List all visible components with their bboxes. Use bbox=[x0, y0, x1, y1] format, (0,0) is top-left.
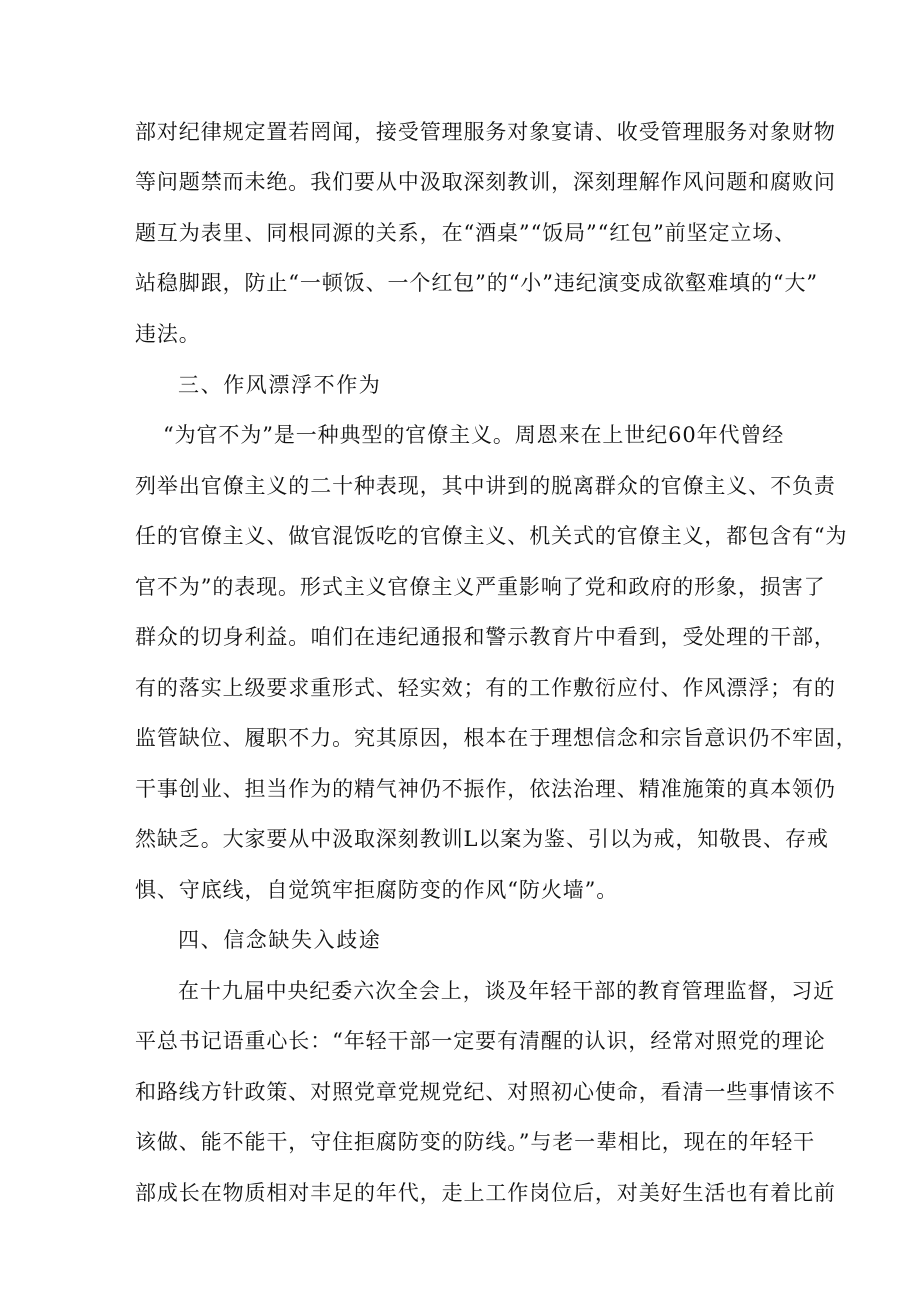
paragraph-line: 监管缺位、履职不力。究其原因，根本在于理想信念和宗旨意识仍不牢固， bbox=[135, 726, 858, 750]
paragraph-line: 和路线方针政策、对照党章党规党纪、对照初心使命，看清一些事情该不 bbox=[135, 1080, 836, 1104]
paragraph-line: 部成长在物质相对丰足的年代，走上工作岗位后，对美好生活也有着比前 bbox=[135, 1181, 836, 1205]
paragraph-line: 站稳脚跟，防止“一顿饭、一个红包”的“小”违纪演变成欲壑难填的“大” bbox=[135, 271, 819, 295]
paragraph-line: 题互为表里、同根同源的关系，在“酒桌”“饭局”“红包”前坚定立场、 bbox=[135, 221, 797, 245]
paragraph-line: 列举出官僚主义的二十种表现，其中讲到的脱离群众的官僚主义、不负责 bbox=[135, 474, 836, 498]
section-heading-3: 三、作风漂浮不作为 bbox=[178, 373, 382, 397]
paragraph-line: 有的落实上级要求重形式、轻实效；有的工作敷衍应付、作风漂浮；有的 bbox=[135, 676, 836, 700]
paragraph-line: “为官不为”是一种典型的官僚主义。周恩来在上世纪60年代曾经 bbox=[163, 423, 785, 447]
paragraph-line: 任的官僚主义、做官混饭吃的官僚主义、机关式的官僚主义，都包含有“为 bbox=[135, 524, 848, 548]
paragraph-line: 部对纪律规定置若罔闻，接受管理服务对象宴请、收受管理服务对象财物 bbox=[135, 120, 836, 144]
paragraph-line: 然缺乏。大家要从中汲取深刻教训L以案为鉴、引以为戒，知敬畏、存戒 bbox=[135, 827, 829, 851]
paragraph-line: 群众的切身利益。咱们在违纪通报和警示教育片中看到，受处理的干部， bbox=[135, 625, 836, 649]
paragraph-line: 官不为”的表现。形式主义官僚主义严重影响了党和政府的形象，损害了 bbox=[135, 575, 826, 599]
paragraph-line: 违法。 bbox=[135, 322, 201, 346]
section-heading-4: 四、信念缺失入歧途 bbox=[178, 928, 382, 952]
paragraph-line: 干事创业、担当作为的精气神仍不振作，依法治理、精准施策的真本领仍 bbox=[135, 777, 836, 801]
paragraph-line: 惧、守底线，自觉筑牢拒腐防变的作风“防火墙”。 bbox=[135, 878, 619, 902]
paragraph-line: 等问题禁而未绝。我们要从中汲取深刻教训，深刻理解作风问题和腐败问 bbox=[135, 170, 836, 194]
paragraph-line: 平总书记语重心长：“年轻干部一定要有清醒的认识，经常对照党的理论 bbox=[135, 1029, 826, 1053]
paragraph-line: 该做、能不能干，守住拒腐防变的防线。”与老一辈相比，现在的年轻干 bbox=[135, 1130, 816, 1154]
paragraph-line: 在十九届中央纪委六次全会上，谈及年轻干部的教育管理监督，习近 bbox=[178, 979, 835, 1003]
